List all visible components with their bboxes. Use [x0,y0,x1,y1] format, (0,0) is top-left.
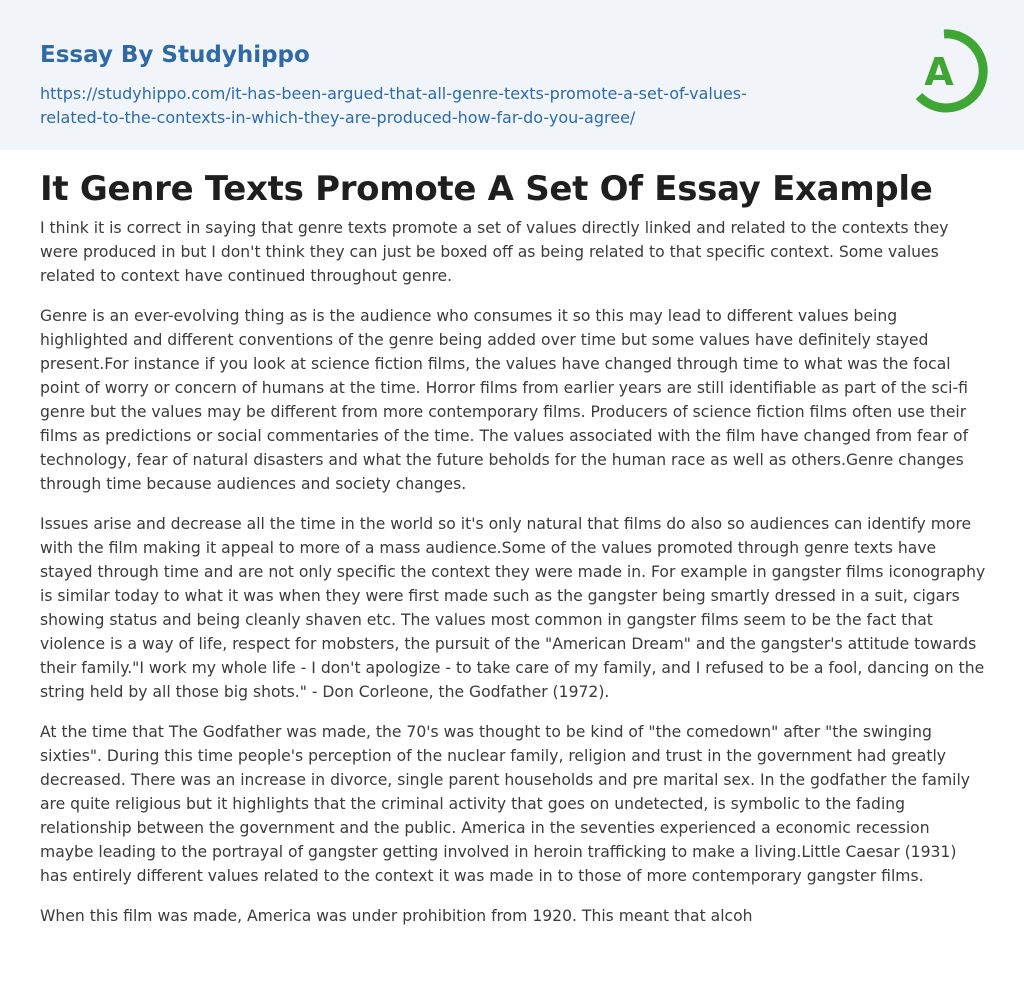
essay-body [40,216,988,944]
site-header [0,0,1024,150]
source-url-line-1: https://studyhippo.com/it-has-been-argued-that-all-genre-texts-promote-a-set-of-values- [40,84,747,103]
essay-paragraph: Issues arise and decrease all the time in the world so it's only natural that films do also so audiences can identify more with the film making it appeal to more of a mass audience.Some of the values promoted through genre texts have stayed through time and are not only specific the context they were made in. For example in gangster films iconography is similar today to what it was when they were first made such as the gangster being smartly dressed in a suit, cigars showing status and being cleanly shaven etc. The values most common in gangster films seem to be the fact that violence is a way of life, respect for mobsters, the pursuit of the "American Dream" and the gangster's attitude towards their family."I work my whole life - I don't apologize - to take care of my family, and I refused to be a fool, dancing on the string held by all those big shots." - Don Corleone, the Godfather (1972). [40,515,986,701]
essay-paragraph: At the time that The Godfather was made, the 70's was thought to be kind of "the comedown" after "the swinging sixties". During this time people's perception of the nuclear family, religion and trust in the government had greatly decreased. There was an increase in divorce, single parent households and pre marital sex. In the godfather the family are quite religious but it highlights that the criminal activity that goes on undetected, is symbolic to the fading relationship between the government and the public. America in the seventies experienced a economic recession maybe leading to the portrayal of gangster getting involved in heroin trafficking to make a living.Little Caesar (1931) has entirely different values related to the context it was made in to those of more contemporary gangster films. [40,723,971,885]
essay-paragraph: When this film was made, America was under prohibition from 1920. This meant that alcoh [40,907,753,925]
source-url-line-2: related-to-the-contexts-in-which-they-are-produced-how-far-do-you-agree/ [40,108,636,127]
page-title: It Genre Texts Promote A Set Of Essay Example [40,169,933,209]
site-brand-title[interactable]: Essay By Studyhippo [40,42,310,68]
essay-paragraph: Genre is an ever-evolving thing as is the audience who consumes it so this may lead to different values being highlighted and different conventions of the genre being added over time but some values have definitely stayed present.For instance if you look at science fiction films, the values have changed through time to what was the focal point of worry or concern of humans at the time. Horror films from earlier years are still identifiable as part of the sci-fi genre but the values may be different from more contemporary films. Producers of science fiction films often use their films as predictions or social commentaries of the time. The values associated with the film have changed from fear of technology, fear of natural disasters and what the future beholds for the human race as well as others.Genre changes through time because audiences and society changes. [40,307,969,493]
studyhippo-logo-icon[interactable] [906,28,990,116]
essay-paragraph: I think it is correct in saying that genre texts promote a set of values directly linked and related to the contexts they were produced in but I don't think they can just be boxed off as being related to that specific context. Some values related to context have continued throughout genre. [40,219,949,285]
logo-letter: A [924,50,954,94]
source-url-link[interactable] [40,82,800,130]
